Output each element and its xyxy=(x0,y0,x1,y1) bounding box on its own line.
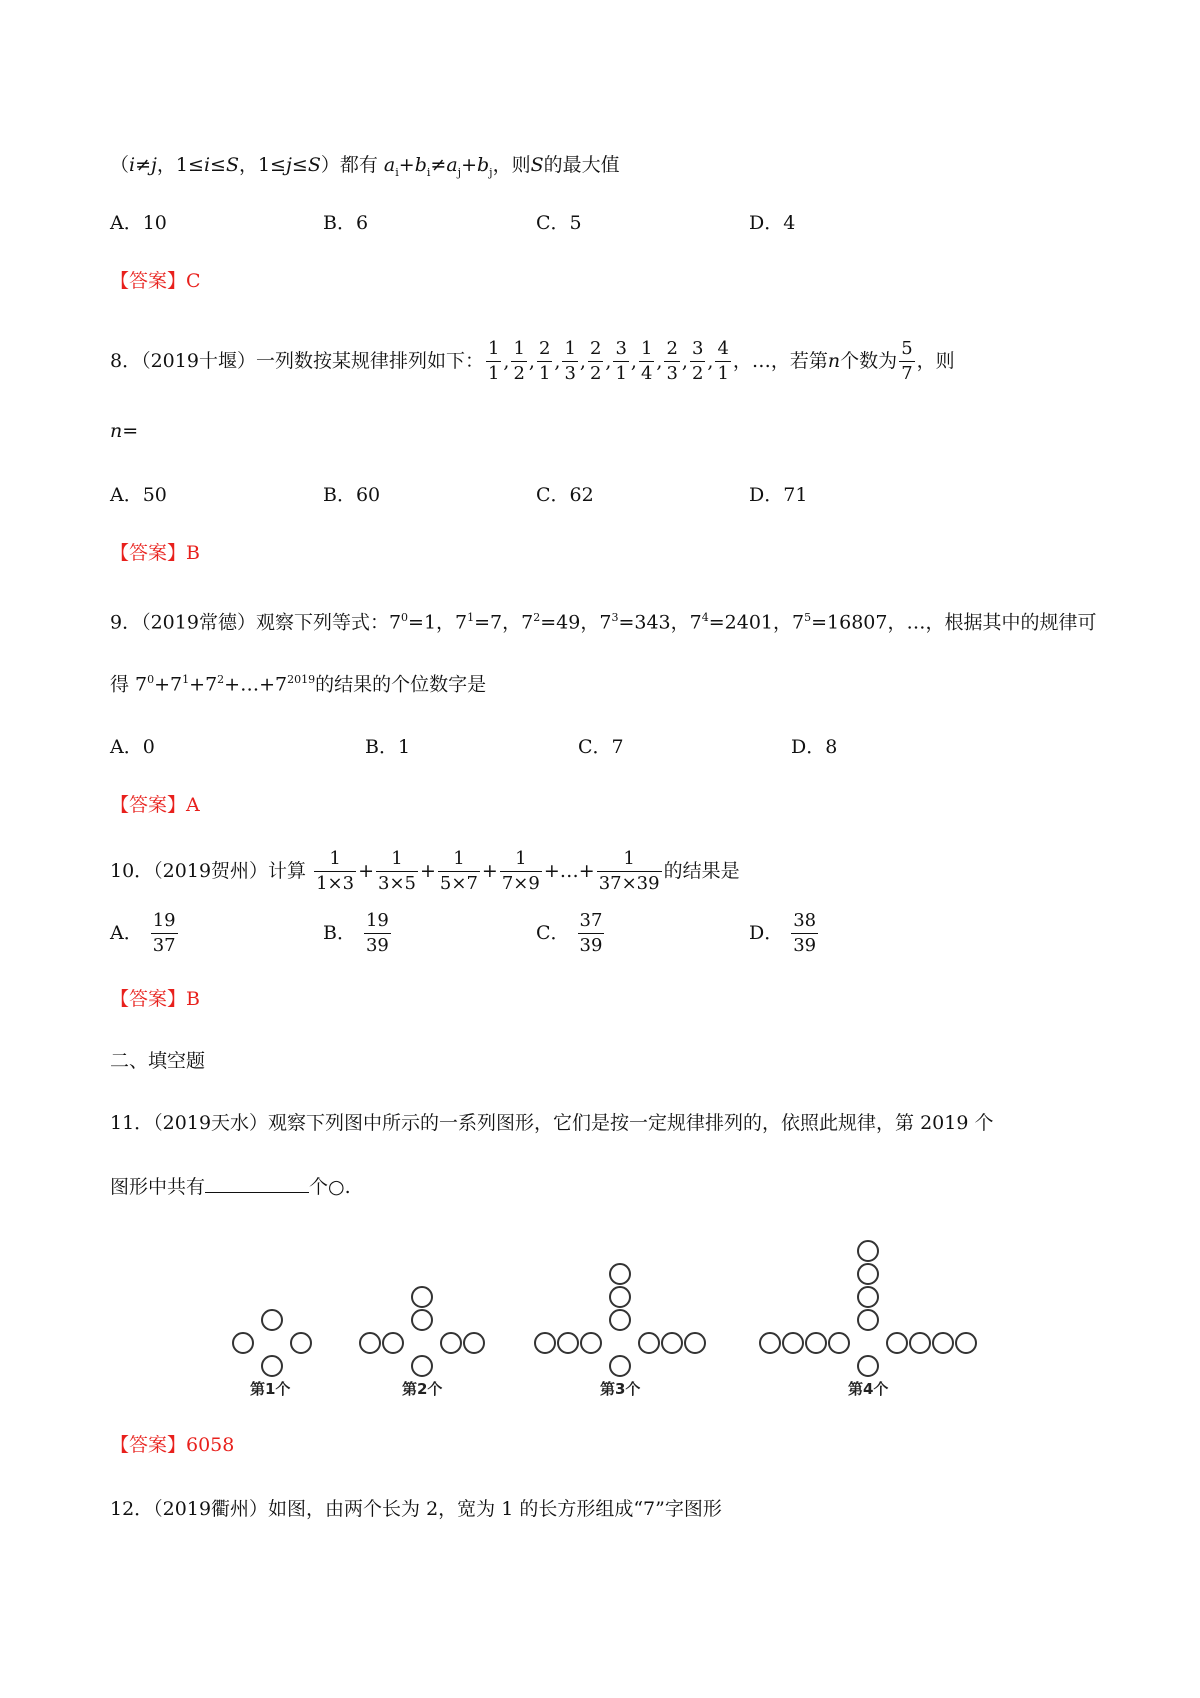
circle-mark xyxy=(760,1333,780,1353)
q10-stem: 10．（2019贺州）计算 $\frac{1}{1\times 3}$ + $\frac{1}{3\times 5}$ + $\frac{1}{5\times 7}$ + $\frac{1}{7\times 9}$ +…+ $\frac{1}{37\times 39}$ 的结果是 xyxy=(110,848,740,894)
circle-mark xyxy=(610,1356,630,1376)
q8-fraction: $\frac{1}{1}$ xyxy=(487,338,500,384)
q9-option-d: D．8 xyxy=(791,736,838,758)
q7-option-c: C．5 xyxy=(536,212,582,234)
q8-option-b: B．60 xyxy=(323,484,381,506)
q10-option-b: B． $\frac{19}{39}$ xyxy=(323,910,389,956)
circle-mark xyxy=(233,1333,253,1353)
circle-mark xyxy=(783,1333,803,1353)
circle-mark xyxy=(558,1333,578,1353)
q7-option-a: A．10 xyxy=(110,212,167,234)
circle-mark xyxy=(933,1333,953,1353)
q8-separator: , xyxy=(503,350,510,372)
q9-option-b: B．1 xyxy=(365,736,411,758)
q8-stem: 8．（2019十堰）一列数按某规律排列如下： $\frac{1}{1}$ , $\frac{1}{2}$ , $\frac{2}{1}$ , $\frac{1}{3}$ , $\frac{2}{2}$ , $\frac{3}{1}$ , $\frac{1}{4}$ , $\frac{2}{3}$ , $\frac{3}{2}$ , $\frac{4}{1}$ ，…，若第n个数为 $\frac{5}{7}$ ，则 xyxy=(110,338,955,384)
q10-term-1: $\frac{1}{1\times 3}$ xyxy=(316,848,355,894)
circle-mark xyxy=(858,1356,878,1376)
q11-stem-line1: 11．（2019天水）观察下列图中所示的一系列图形，它们是按一定规律排列的，依照此规律，第 2019 个 xyxy=(110,1112,994,1134)
q8-option-d: D．71 xyxy=(749,484,808,506)
q8-separator: , xyxy=(707,350,714,372)
q8-fraction: $\frac{1}{4}$ xyxy=(640,338,653,384)
q10-term-2: $\frac{1}{3\times 5}$ xyxy=(378,848,416,894)
q8-fraction: $\frac{4}{1}$ xyxy=(717,338,729,384)
q8-separator: , xyxy=(630,350,637,372)
q10-option-d: D． $\frac{38}{39}$ xyxy=(749,910,817,956)
q8-separator: , xyxy=(681,350,688,372)
circle-mark xyxy=(291,1333,311,1353)
q7-option-d: D．4 xyxy=(749,212,796,234)
q8-fraction: $\frac{1}{2}$ xyxy=(513,338,525,384)
circle-mark xyxy=(858,1287,878,1307)
circle-mark xyxy=(383,1333,403,1353)
circle-mark xyxy=(464,1333,484,1353)
q8-separator: , xyxy=(554,350,561,372)
circle-mark xyxy=(262,1356,282,1376)
q8-fraction: $\frac{2}{2}$ xyxy=(589,338,602,384)
q8-target-fraction: $\frac{5}{7}$ xyxy=(901,338,913,384)
q8-fraction: $\frac{3}{1}$ xyxy=(615,338,627,384)
caption-fig-3: 第3个 xyxy=(600,1380,641,1398)
q10-term-4: $\frac{1}{7\times 9}$ xyxy=(501,848,540,894)
circle-mark xyxy=(412,1356,432,1376)
q9-answer: 【答案】A xyxy=(110,794,200,816)
q8-fraction: $\frac{2}{1}$ xyxy=(538,338,551,384)
q8-stem-line2: n= xyxy=(110,420,139,442)
circle-mark xyxy=(262,1310,282,1330)
q10-option-c: C． $\frac{37}{39}$ xyxy=(536,910,603,956)
q8-fraction: $\frac{3}{2}$ xyxy=(691,338,704,384)
caption-fig-4: 第4个 xyxy=(848,1380,889,1398)
q8-fraction: $\frac{1}{3}$ xyxy=(564,338,576,384)
circle-mark xyxy=(412,1287,432,1307)
q8-option-a: A．50 xyxy=(110,484,167,506)
q10-term-3: $\frac{1}{5\times 7}$ xyxy=(439,848,478,894)
q9-stem-line1: 9．（2019常德）观察下列等式：$7^0=1$，$7^1=7$，$7^2=49$，$7^3=343$，$7^4=2401$，$7^5=16807$，…，根据其中的规律可 xyxy=(110,611,1097,634)
circle-mark xyxy=(535,1333,555,1353)
circle-mark xyxy=(806,1333,826,1353)
q9-option-c: C．7 xyxy=(578,736,624,758)
q7-stem-tail: （i≠j，1≤i≤S，1≤j≤S）都有 $a_i+b_i\ne a_j+b_j$，则S的最大值 xyxy=(110,154,620,179)
q10-term-5: $\frac{1}{37\times 39}$ xyxy=(598,848,660,894)
q8-option-c: C．62 xyxy=(536,484,594,506)
circle-mark xyxy=(412,1310,432,1330)
q8-answer: 【答案】B xyxy=(110,542,200,564)
q10-option-a: A． $\frac{19}{37}$ xyxy=(110,910,176,956)
q11-answer: 【答案】6058 xyxy=(110,1434,235,1456)
circle-mark xyxy=(662,1333,682,1353)
section-heading: 二、填空题 xyxy=(110,1050,206,1072)
caption-fig-2: 第2个 xyxy=(402,1380,443,1398)
q8-separator: , xyxy=(605,350,612,372)
circle-mark xyxy=(610,1310,630,1330)
q8-fraction: $\frac{2}{3}$ xyxy=(666,338,678,384)
circle-mark xyxy=(639,1333,659,1353)
circle-mark xyxy=(910,1333,930,1353)
circle-mark xyxy=(956,1333,976,1353)
circle-mark xyxy=(685,1333,705,1353)
q10-answer: 【答案】B xyxy=(110,988,200,1010)
q8-separator: , xyxy=(528,350,535,372)
q8-separator: , xyxy=(579,350,586,372)
q9-stem-line2: 得 $7^0+7^1+7^2+\dots+7^{2019}$的结果的个位数字是 xyxy=(110,673,487,696)
circle-mark xyxy=(360,1333,380,1353)
q12-stem: 12．（2019衢州）如图，由两个长为 2，宽为 1 的长方形组成“7”字图形 xyxy=(110,1498,722,1520)
circle-mark xyxy=(858,1241,878,1261)
circle-mark xyxy=(441,1333,461,1353)
q9-option-a: A．0 xyxy=(110,736,155,758)
circle-mark xyxy=(829,1333,849,1353)
circle-mark xyxy=(610,1264,630,1284)
circle-mark xyxy=(887,1333,907,1353)
q7-answer: 【答案】C xyxy=(110,270,201,292)
circle-mark xyxy=(581,1333,601,1353)
q11-stem-line2: 图形中共有 个○. xyxy=(110,1176,351,1198)
q8-separator: , xyxy=(656,350,663,372)
circle-mark xyxy=(858,1310,878,1330)
circle-mark xyxy=(610,1287,630,1307)
q7-option-b: B．6 xyxy=(323,212,369,234)
caption-fig-1: 第1个 xyxy=(250,1380,291,1398)
circle-mark xyxy=(858,1264,878,1284)
